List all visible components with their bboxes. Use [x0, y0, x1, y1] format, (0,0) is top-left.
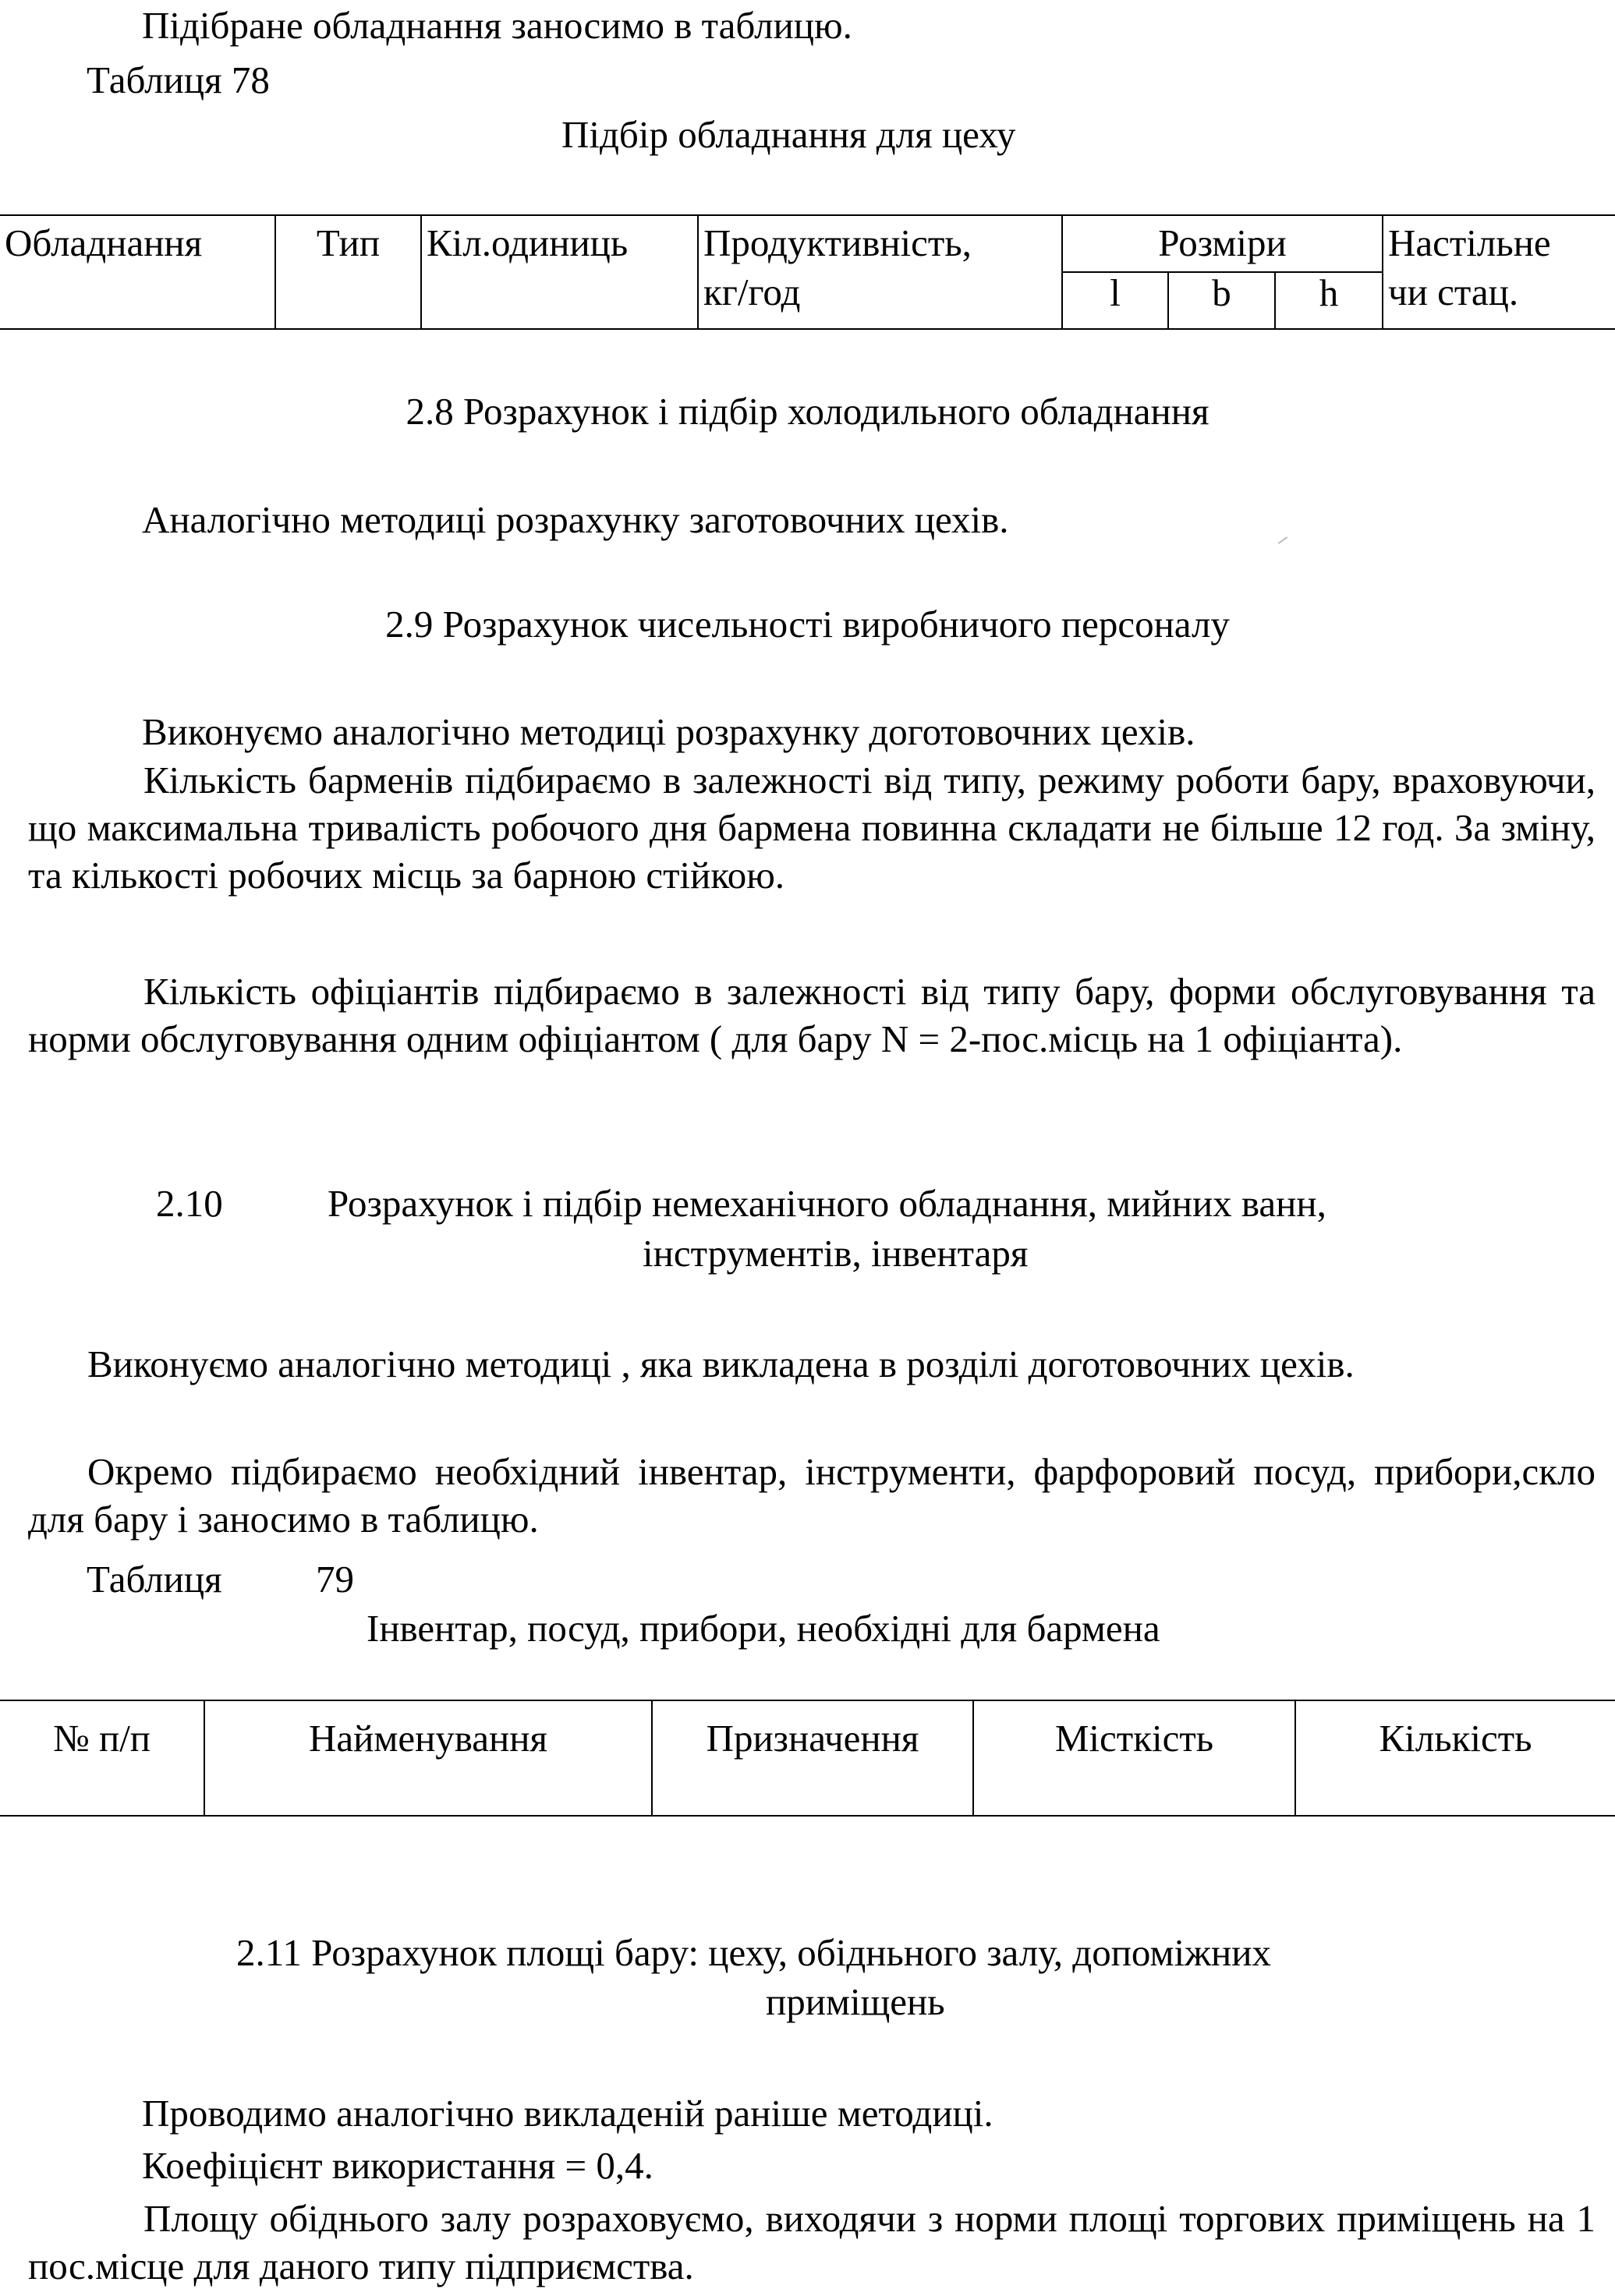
section-2-11-heading-line2: приміщень [766, 1980, 945, 2023]
header-number: № п/п [0, 1700, 204, 1816]
header-dim-b: b [1168, 272, 1275, 329]
section-2-10-heading-line2: інструментів, інвентаря [643, 1232, 1029, 1275]
header-equipment: Обладнання [0, 215, 275, 329]
header-capacity: Місткість [973, 1700, 1295, 1816]
section-2-11-p1: Проводимо аналогічно викладеній раніше методиці. [142, 2092, 993, 2135]
header-productivity-line1: Продуктивність, [698, 215, 1062, 272]
header-productivity-line2: кг/год [698, 272, 1062, 329]
section-2-9-heading: 2.9 Розрахунок чисельності виробничого персоналу [385, 603, 1230, 646]
header-purpose: Призначення [652, 1700, 973, 1816]
header-mount-line2: чи стац. [1383, 272, 1615, 329]
section-2-9-p3: Кількість офіціантів підбираємо в залежності від типу бару, форми обслуговування та норми обслуговування одним офіціантом ( для бару N = 2-пос.місць на 1 офіціанта). [28, 970, 1596, 1060]
equipment-table [0, 214, 1615, 330]
scan-speck [1278, 536, 1288, 544]
header-dimensions: Розміри [1062, 215, 1383, 272]
section-2-8-text: Аналогічно методиці розрахунку заготовочних цехів. [142, 498, 1009, 541]
header-name: Найменування [204, 1700, 652, 1816]
section-2-11-p2: Коефіцієнт використання = 0,4. [142, 2144, 653, 2187]
section-2-8-heading: 2.8 Розрахунок і підбір холодильного обладнання [406, 390, 1209, 433]
intro-line: Підібране обладнання заносимо в таблицю. [142, 4, 852, 47]
section-2-9-p2: Кількість барменів підбираємо в залежності від типу, режиму роботи бару, враховуючи, що максимальна тривалість робочого дня бармена повинна складати не більше 12 год. За зміну, та кількості робочих місць за барною стійкою. [28, 759, 1596, 897]
table-78-label: Таблиця 78 [87, 58, 270, 101]
section-2-10-p1: Виконуємо аналогічно методиці , яка викладена в розділі доготовочних цехів. [87, 1343, 1355, 1385]
table-79-label-number: 79 [316, 1558, 354, 1601]
table-79-label-word: Таблиця [87, 1558, 222, 1601]
section-2-10-heading-line1: Розрахунок і підбір немеханічного обладнання, мийних ванн, [328, 1182, 1326, 1225]
header-units: Кіл.одиниць [421, 215, 698, 329]
header-type: Тип [275, 215, 421, 329]
header-dim-h: h [1275, 272, 1383, 329]
header-mount-line1: Настільне [1383, 215, 1615, 272]
section-2-11-heading-line1: 2.11 Розрахунок площі бару: цеху, обідньного залу, допоміжних [236, 1931, 1271, 1974]
section-2-10-p2: Окремо підбираємо необхідний інвентар, інструменти, фарфоровий посуд, прибори,скло для бару і заносимо в таблицю. [28, 1450, 1596, 1541]
table-78-title: Підбір обладнання для цеху [561, 113, 1016, 156]
bar-inventory-table [0, 1700, 1615, 1817]
section-2-11-p3: Площу обіднього залу розраховуємо, виходячи з норми площі торгових приміщень на 1 пос.місце для даного типу підприємства. [28, 2197, 1596, 2287]
header-quantity: Кількість [1295, 1700, 1615, 1816]
section-2-10-number: 2.10 [156, 1182, 223, 1225]
table-79-title: Інвентар, посуд, прибори, необхідні для бармена [367, 1607, 1160, 1650]
header-dim-l: l [1062, 272, 1168, 329]
section-2-9-p1: Виконуємо аналогічно методиці розрахунку доготовочних цехів. [142, 710, 1195, 753]
